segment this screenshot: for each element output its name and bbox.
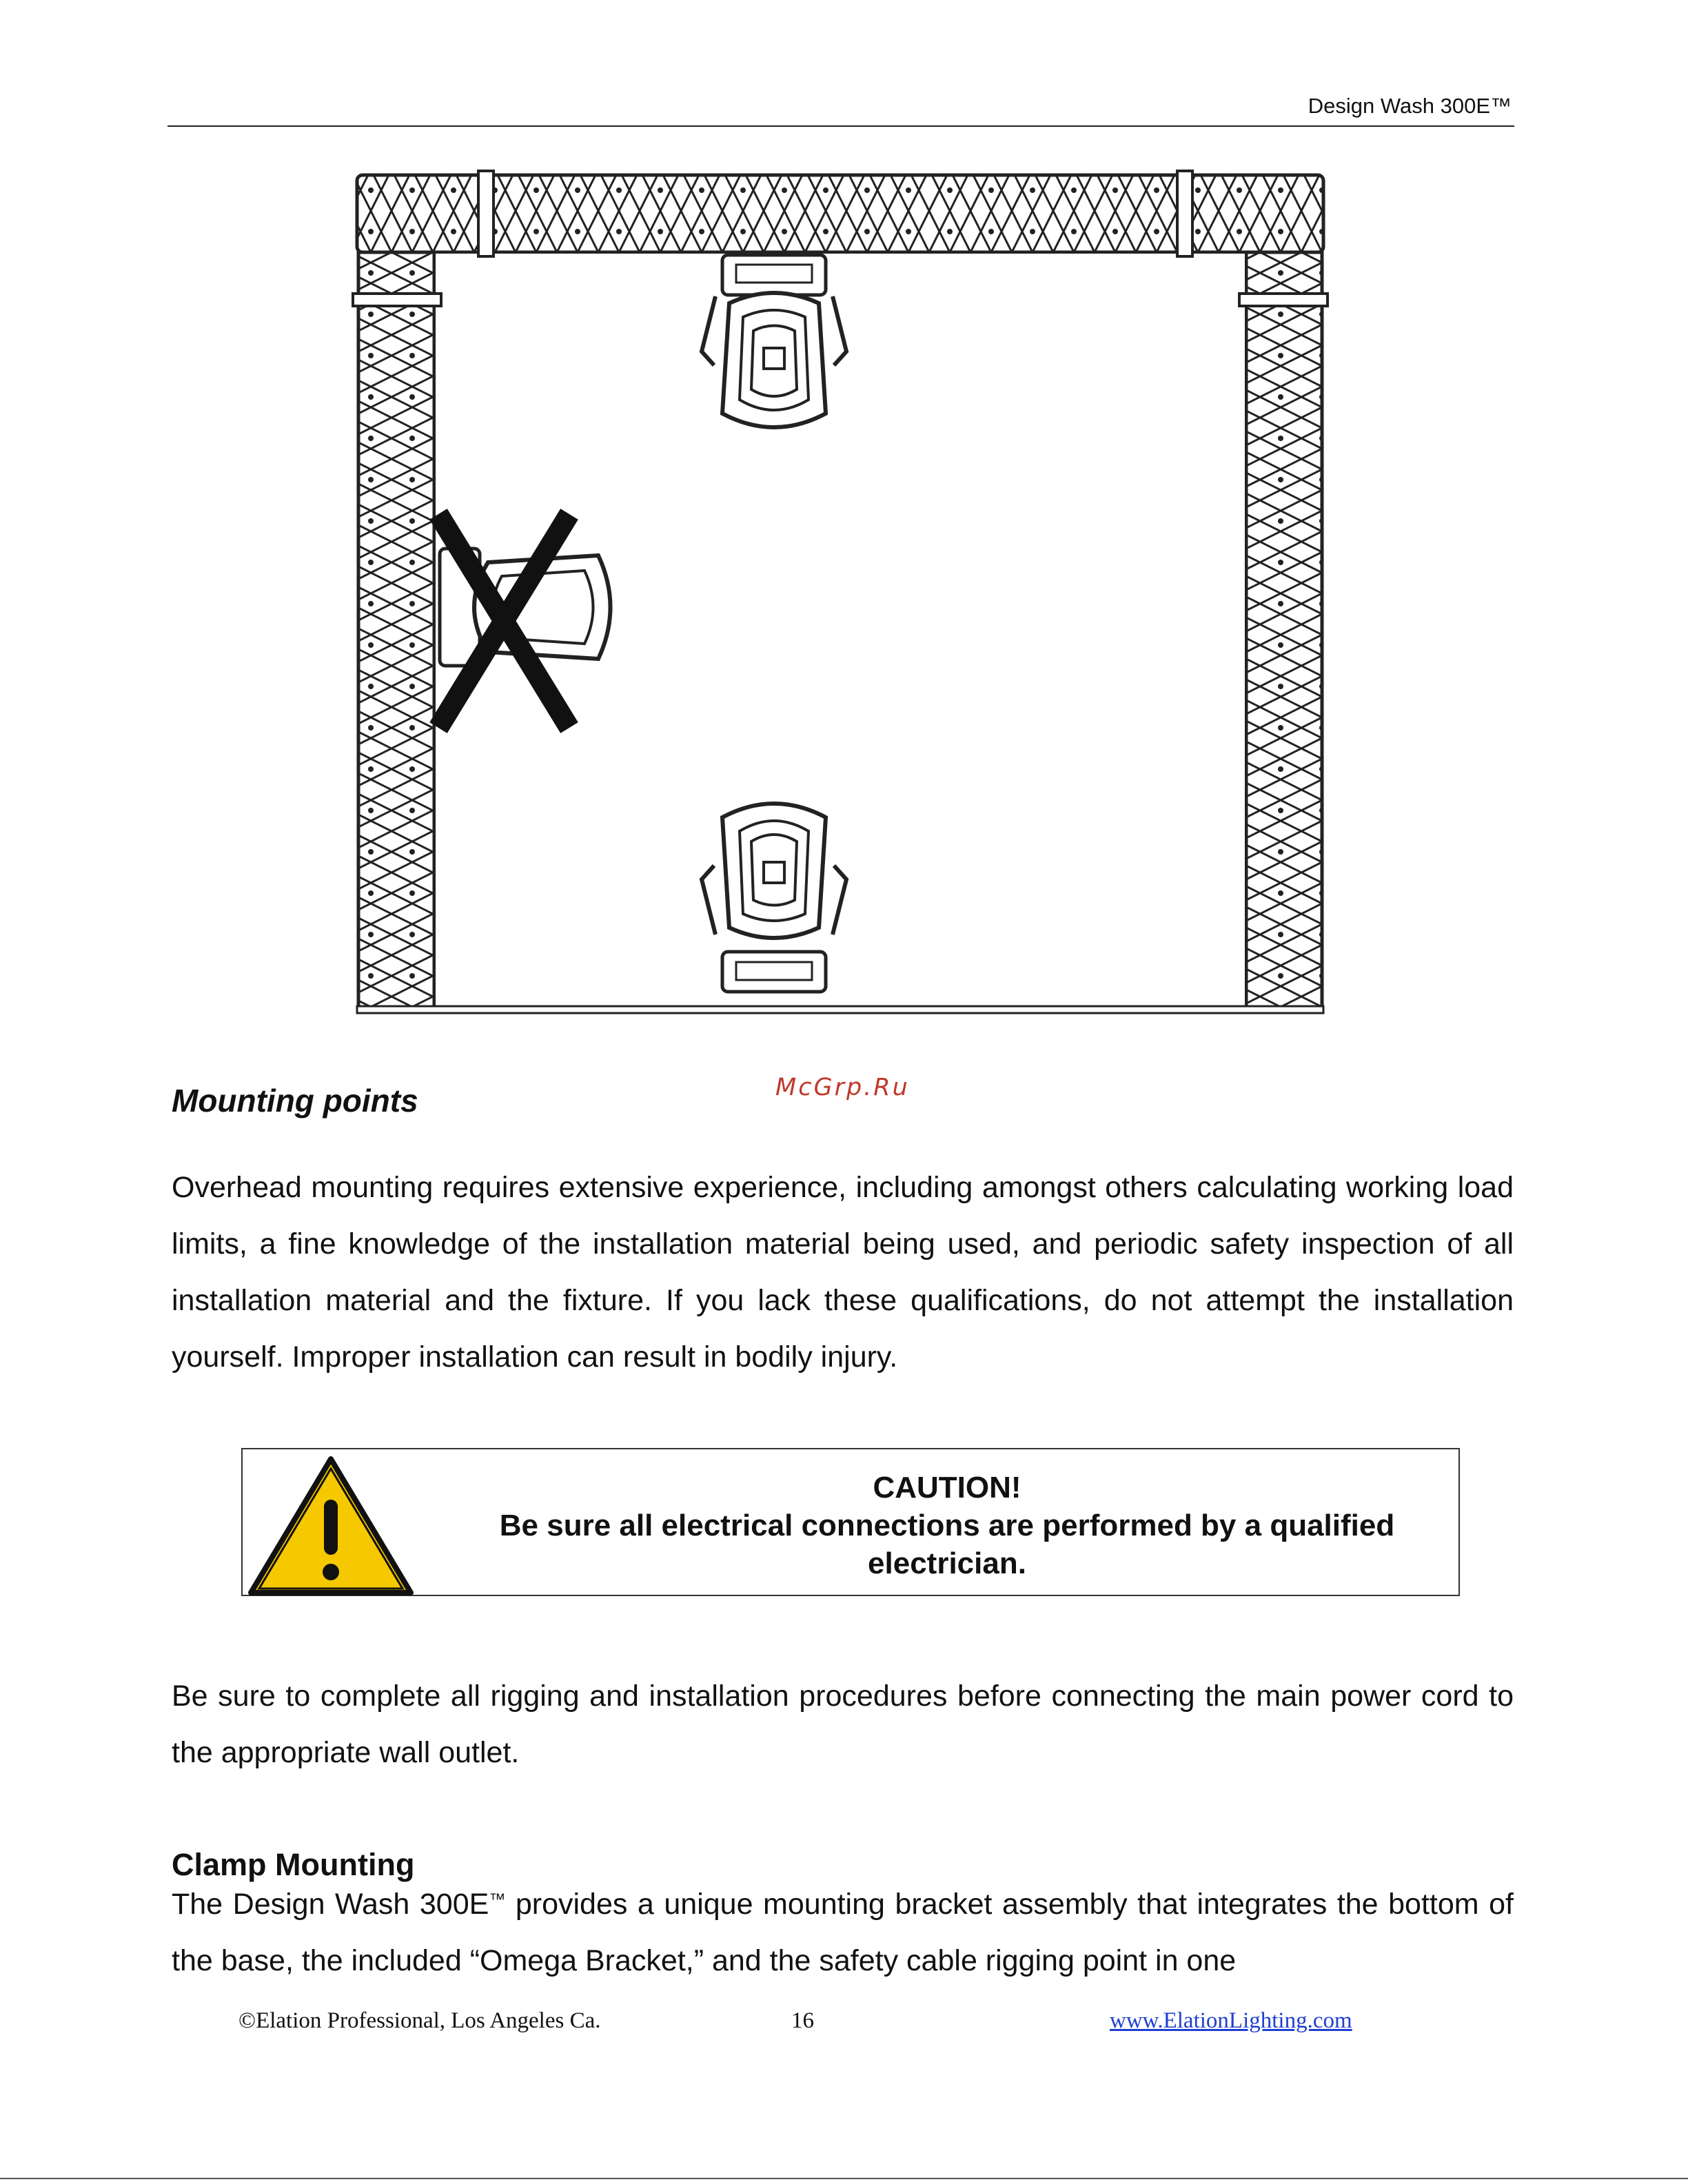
caution-box xyxy=(241,1448,1460,1596)
truss-mounting-diagram xyxy=(350,170,1330,1017)
header-title: Design Wash 300E™ xyxy=(1308,94,1512,118)
clamp-text-end: provides a unique mounting bracket assembly that integrates the bottom of the base, the included “Omega Bracket,” and the safety cable rigging point in one xyxy=(172,1888,1514,1977)
clamp-paragraph xyxy=(172,1876,1514,1989)
trademark-symbol: ™ xyxy=(489,1890,506,1909)
caution-message: Be sure all electrical connections are performed by a qualified electrician. xyxy=(499,1509,1395,1580)
footer-copyright: ©Elation Professional, Los Angeles Ca. xyxy=(238,2008,601,2033)
footer-page-number: 16 xyxy=(791,2008,814,2033)
section-heading-clamp-mounting: Clamp Mounting xyxy=(172,1847,415,1882)
rigging-paragraph: Be sure to complete all rigging and installation procedures before connecting the main power cord to the appropriate wall outlet. xyxy=(172,1680,1514,1769)
header-rule xyxy=(167,125,1514,127)
caution-text xyxy=(449,1469,1445,1582)
watermark: McGrp.Ru xyxy=(775,1074,910,1101)
warning-triangle-icon xyxy=(247,1455,416,1596)
clamp-text-start: The Design Wash 300E xyxy=(172,1888,489,1921)
mounting-paragraph: Overhead mounting requires extensive experience, including amongst others calculating working load limits, a fine knowledge of the installation material being used, and periodic safety inspection of all installation material and the fixture. If you lack these qualifications, do not attempt the installation yourself. Improper installation can result in bodily injury. xyxy=(172,1171,1514,1374)
footer-website-link[interactable]: www.ElationLighting.com xyxy=(1110,2008,1352,2033)
section-heading-mounting-points: Mounting points xyxy=(172,1083,418,1119)
bottom-rule xyxy=(0,2178,1688,2179)
caution-title: CAUTION! xyxy=(873,1471,1021,1504)
